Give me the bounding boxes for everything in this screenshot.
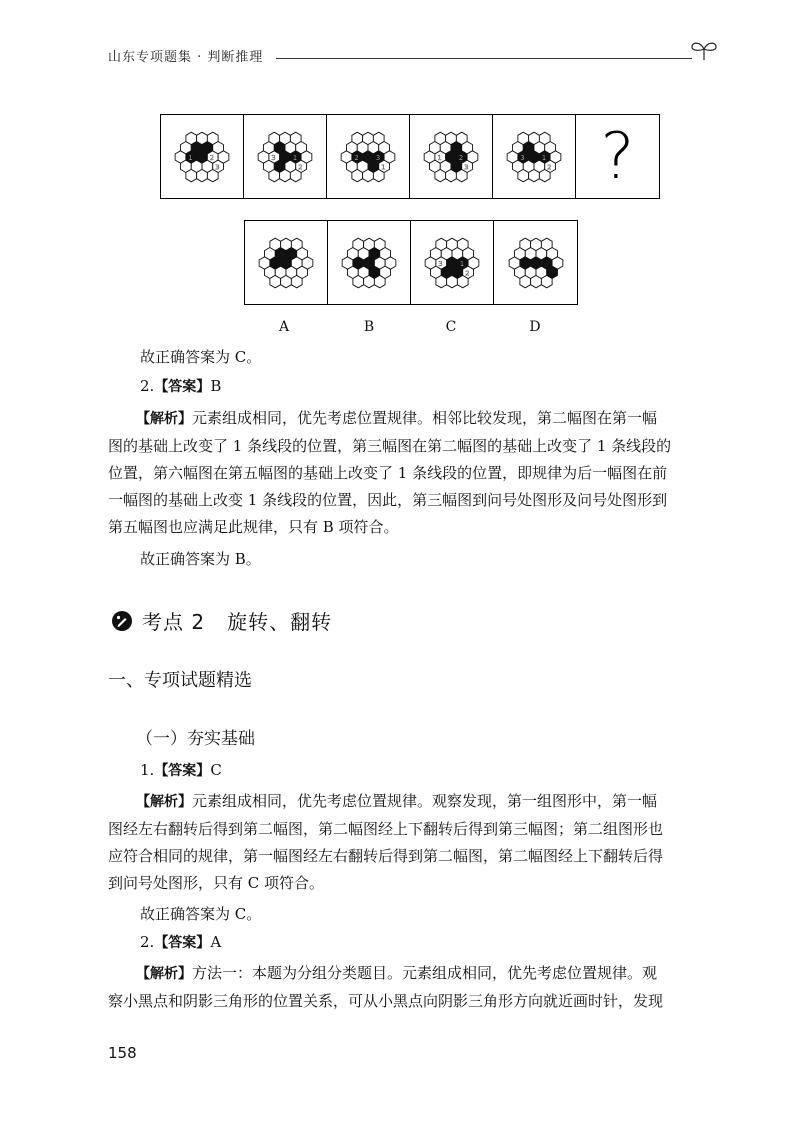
figure-marker: 3 <box>464 162 469 171</box>
q2-explanation-line-1: 【解析】元素组成相同，优先考虑位置规律。相邻比较发现，第二幅图在第一幅 <box>136 409 658 427</box>
running-header <box>108 44 718 74</box>
option-label-c: C <box>445 319 457 335</box>
figure-marker: 3 <box>438 259 443 268</box>
question-figure-3 <box>327 115 410 198</box>
figure-marker: 1 <box>541 153 547 162</box>
figure-marker: 2 <box>354 153 359 162</box>
hex-cell <box>302 256 313 268</box>
sprout-icon <box>690 38 718 62</box>
q2-answer-value: B <box>210 377 222 395</box>
figure-marker: 1 <box>292 153 298 162</box>
subheading-level-2: （一）夯实基础 <box>136 729 255 749</box>
page-number: 158 <box>108 1044 137 1062</box>
figure-marker: 3 <box>375 153 381 162</box>
q2-explanation-line-3: 位置，第六幅图在第五幅图的基础上改变了 1 条线段的位置，即规律为后一幅图在前 <box>108 464 668 482</box>
answer-line-c: 故正确答案为 C。 <box>140 348 262 366</box>
q1b-final-answer: 故正确答案为 C。 <box>140 905 262 923</box>
q1b-explanation-tag: 【解析】 <box>136 794 192 810</box>
hex-cell <box>301 150 312 162</box>
option-label-d: D <box>529 319 541 335</box>
question-figure-5 <box>493 115 576 198</box>
figure-marker: 1 <box>459 259 465 268</box>
q1b-answer-value: C <box>210 761 222 779</box>
q2b-explanation <box>108 960 718 1015</box>
hex-cell <box>550 150 561 162</box>
q2-explanation-line-5: 第五幅图也应满足此规律，只有 B 项符合。 <box>108 518 399 536</box>
figure-marker: 2 <box>458 153 464 162</box>
q1b-explanation-line-3: 应符合相同的规律，第一幅图经左右翻转后得到第二幅图，第二幅图经上下翻转后得 <box>108 847 664 865</box>
section-heading <box>112 606 332 635</box>
question-figure-1 <box>161 115 244 198</box>
question-figure-strip <box>160 114 660 199</box>
q2-prefix: 2. <box>140 377 155 395</box>
section-title: 考点 2 旋转、翻转 <box>142 610 333 634</box>
figure-marker: 2 <box>209 153 215 162</box>
option-figure-strip <box>244 220 578 305</box>
figure-marker: 3 <box>520 153 525 162</box>
q1b-answer-tag: 【答案】 <box>154 763 211 779</box>
hex-cell <box>385 256 396 268</box>
figure-marker: 1 <box>437 153 442 162</box>
question-mark: ? <box>600 119 635 194</box>
q2-explanation <box>108 405 718 541</box>
option-label-b: B <box>363 319 375 335</box>
option-figure-d <box>494 221 577 304</box>
figure-marker: 2 <box>465 268 470 277</box>
question-mark-cell <box>576 115 659 198</box>
option-figure-b <box>328 221 411 304</box>
q2b-answer-value: A <box>210 933 222 951</box>
option-figure-c <box>411 221 494 304</box>
option-label-a: A <box>278 319 290 335</box>
subheading-level-1: 一、专项试题精选 <box>108 670 252 691</box>
hex-cell <box>552 256 563 268</box>
q2-explanation-tag: 【解析】 <box>136 411 192 427</box>
question-figure-2 <box>244 115 327 198</box>
hex-cell <box>384 150 395 162</box>
question-figure-4 <box>410 115 493 198</box>
hex-cell <box>218 150 229 162</box>
q2-explanation-line-4: 一幅图的基础上改变 1 条线段的位置，因此，第三幅图到问号处图形及问号处图形到 <box>108 491 668 509</box>
q2-answer-tag: 【答案】 <box>154 379 211 395</box>
header-title: 山东专项题集 · 判断推理 <box>108 50 264 65</box>
q2b-explanation-line-1: 【解析】方法一：本题为分组分类题目。元素组成相同，优先考虑位置规律。观 <box>136 964 658 982</box>
q1b-explanation-line-1: 【解析】元素组成相同，优先考虑位置规律。观察发现，第一组图形中，第一幅 <box>136 792 658 810</box>
figure-marker: 2 <box>547 162 552 171</box>
figure-marker: 3 <box>271 153 276 162</box>
q2b-answer-tag: 【答案】 <box>154 935 211 951</box>
q2b-explanation-tag: 【解析】 <box>136 966 192 982</box>
header-rule <box>276 58 692 59</box>
q1b-answer: 1.【答案】C <box>140 761 222 779</box>
figure-marker: 1 <box>188 153 193 162</box>
figure-marker: 2 <box>298 162 303 171</box>
q1b-explanation-line-4: 到问号处图形，只有 C 项符合。 <box>108 874 325 892</box>
q2-answer <box>140 373 221 400</box>
hex-cell <box>467 150 478 162</box>
q2-explanation-line-2: 图的基础上改变了 1 条线段的位置，第三幅图在第二幅图的基础上改变了 1 条线段的 <box>108 437 672 455</box>
q2b-answer: 2.【答案】A <box>140 933 222 951</box>
q2b-explanation-line-2: 察小黑点和阴影三角形的位置关系，可从小黑点向阴影三角形方向就近画时针，发现 <box>108 992 664 1010</box>
figure-marker: 1 <box>381 162 386 171</box>
q1b-explanation <box>108 788 718 897</box>
figure-marker: 3 <box>215 162 220 171</box>
q1b-explanation-line-2: 图经左右翻转后得到第二幅图，第二幅图经上下翻转后得到第三幅图；第二组图形也 <box>108 820 664 838</box>
pencil-icon <box>112 611 132 631</box>
answer-line-b: 故正确答案为 B。 <box>140 550 261 568</box>
hex-cell <box>468 256 479 268</box>
option-figure-a <box>245 221 328 304</box>
